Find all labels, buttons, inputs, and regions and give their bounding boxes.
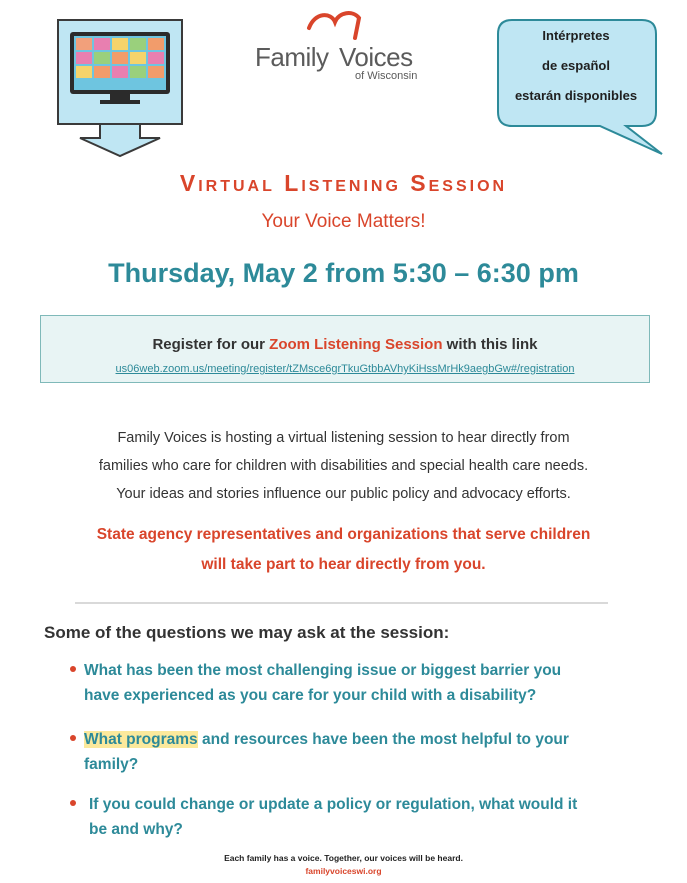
event-description bbox=[30, 424, 657, 508]
question-item bbox=[70, 792, 660, 844]
question-line: What has been the most challenging issue or biggest barrier you bbox=[84, 662, 562, 679]
questions-heading: Some of the questions we may ask at the session: bbox=[44, 623, 450, 642]
logo-family-text: Family bbox=[255, 42, 329, 72]
bullet-icon bbox=[70, 666, 76, 672]
video-call-monitor-icon bbox=[56, 18, 188, 158]
family-voices-logo bbox=[255, 8, 435, 88]
register-suffix: with this link bbox=[442, 336, 538, 353]
question-rest: and resources have been the most helpful to your bbox=[197, 731, 569, 748]
event-date: Thursday, May 2 from 5:30 – 6:30 pm bbox=[108, 258, 579, 288]
footer-tagline: Each family has a voice. Together, our voices will be heard. bbox=[224, 853, 463, 863]
page-title: Virtual Listening Session bbox=[179, 170, 508, 196]
register-prefix: Register for our bbox=[152, 336, 270, 353]
registration-link[interactable]: us06web.zoom.us/meeting/register/tZMsce6grTkuGtbbAVhyKiHssMrHk9aegbGw#/registration bbox=[115, 363, 575, 375]
question-line: family? bbox=[84, 756, 139, 773]
question-item bbox=[70, 727, 660, 779]
question-line: have experienced as you care for your child with a disability? bbox=[84, 687, 537, 704]
logo-voices-text: Voices bbox=[339, 42, 413, 72]
question-line: If you could change or update a policy or regulation, what would it bbox=[89, 796, 578, 813]
agency-line: will take part to hear directly from you. bbox=[201, 556, 486, 573]
page-subtitle: Your Voice Matters! bbox=[261, 211, 426, 232]
logo-subtitle: of Wisconsin bbox=[355, 70, 418, 82]
question-line bbox=[84, 727, 654, 752]
logo-swoosh-icon bbox=[303, 8, 373, 42]
register-zoom-highlight: Zoom Listening Session bbox=[269, 336, 443, 353]
bubble-line-1: Intérpretes bbox=[542, 28, 610, 43]
footer-url-link[interactable]: familyvoiceswi.org bbox=[305, 866, 382, 876]
question-line: be and why? bbox=[89, 821, 183, 838]
description-line: Your ideas and stories influence our public policy and advocacy efforts. bbox=[116, 486, 571, 502]
registration-box bbox=[40, 315, 650, 383]
bubble-line-3: estarán disponibles bbox=[514, 88, 638, 103]
agency-line: State agency representatives and organizations that serve children bbox=[96, 526, 591, 543]
description-line: families who care for children with disabilities and special health care needs. bbox=[98, 458, 589, 474]
agency-note bbox=[30, 520, 657, 580]
registration-heading bbox=[41, 336, 649, 353]
description-line: Family Voices is hosting a virtual listening session to hear directly from bbox=[117, 430, 570, 446]
bullet-icon bbox=[70, 735, 76, 741]
bullet-icon bbox=[70, 800, 76, 806]
section-divider bbox=[75, 602, 608, 604]
interpreter-speech-bubble bbox=[496, 18, 664, 158]
question-item bbox=[70, 658, 660, 710]
bubble-line-2: de español bbox=[542, 58, 610, 73]
question-highlight: What programs bbox=[84, 731, 198, 748]
